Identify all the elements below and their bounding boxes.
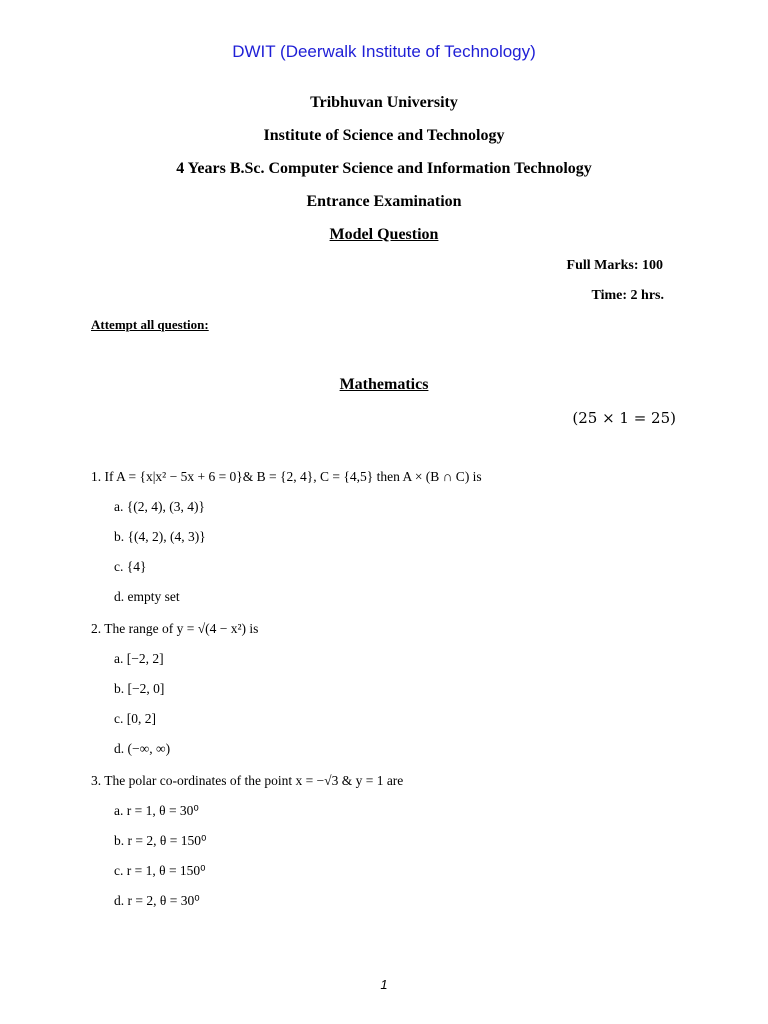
question-1-option-c: c. {4} [114, 559, 147, 574]
section-marks: (25 × 1 = 25) [572, 409, 676, 427]
question-2-option-c: c. [0, 2] [114, 711, 156, 726]
question-3: 3. The polar co-ordinates of the point x = −√3 & y = 1 are [91, 773, 404, 788]
full-marks: Full Marks: 100 [566, 258, 663, 273]
question-3-option-b: b. r = 2, θ = 150⁰ [114, 833, 207, 848]
question-1: 1. If A = {x|x² − 5x + 6 = 0}& B = {2, 4}, C = {4,5} then A × (B ∩ C) is [91, 469, 482, 484]
page-number: 1 [380, 977, 388, 992]
time-allowed: Time: 2 hrs. [591, 288, 664, 303]
question-2-option-b: b. [−2, 0] [114, 681, 165, 696]
institute-of-line: Institute of Science and Technology [263, 127, 505, 144]
question-1-option-d: d. empty set [114, 589, 180, 604]
question-3-option-c: c. r = 1, θ = 150⁰ [114, 863, 206, 878]
question-3-option-d: d. r = 2, θ = 30⁰ [114, 893, 200, 908]
question-3-option-a: a. r = 1, θ = 30⁰ [114, 803, 199, 818]
question-2-option-d: d. (−∞, ∞) [114, 741, 171, 756]
question-1-option-a: a. {(2, 4), (3, 4)} [114, 499, 205, 514]
program-line: 4 Years B.Sc. Computer Science and Information Technology [176, 160, 592, 177]
question-2: 2. The range of y = √(4 − x²) is [91, 621, 259, 636]
university-name: Tribhuvan University [310, 94, 458, 111]
section-title: Mathematics [339, 376, 429, 393]
instruction: Attempt all question: [91, 317, 209, 332]
exam-line: Entrance Examination [306, 193, 462, 210]
paper-title: Model Question [329, 226, 439, 243]
question-1-option-b: b. {(4, 2), (4, 3)} [114, 529, 206, 544]
institute-name: DWIT (Deerwalk Institute of Technology) [232, 42, 536, 61]
question-2-option-a: a. [−2, 2] [114, 651, 164, 666]
